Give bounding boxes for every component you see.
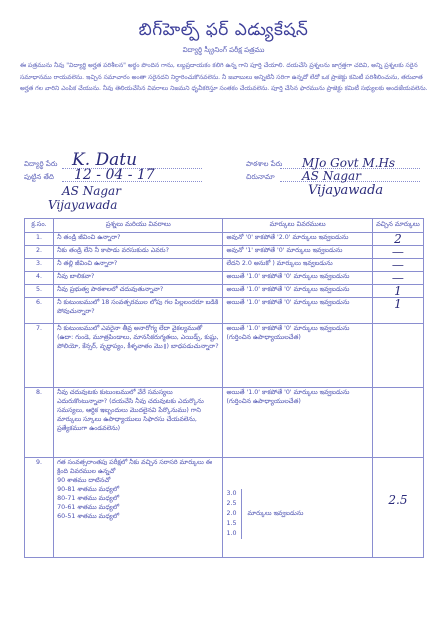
school-address-label: చిరునామా xyxy=(246,173,275,181)
dob-label: పుట్టిన తేది xyxy=(24,173,54,181)
score-value: 2.5 xyxy=(388,493,408,507)
table-header-row xyxy=(25,219,424,233)
table-row xyxy=(25,388,424,458)
student-name-label: విద్యార్థి పేరు xyxy=(24,160,58,168)
table-row xyxy=(25,285,424,298)
row-question xyxy=(54,458,223,558)
questions-table xyxy=(24,218,424,558)
row-score[interactable] xyxy=(372,324,423,388)
range-item: 70-61 శాతము మధ్యలో xyxy=(57,504,120,511)
row-no: 3. xyxy=(25,259,54,272)
row-question: నీ తండ్రి జీవించి ఉన్నారా? xyxy=(54,233,223,246)
student-name-value[interactable]: K. Datu xyxy=(72,150,138,170)
range-mark: 2.0 xyxy=(226,510,237,517)
row-no: 9. xyxy=(25,458,54,558)
intro-paragraph: ఈ పత్రమును నీవు "విద్యార్థి అర్హత పరిశీలన" అర్థం పొందిన గాను, లబ్దప్రదాయకం కలిగి ఉన్న గాని పూర్తి చేయాలి. దయచేసి ప్రశ్నలను జాగ్రత్తగా చదివి, అన్ని ప్రశ్నలకు సరైన సమాధానము రాయవలెను. ఇచ్చిన సమాచారం అంతా సరైనదని నిర్ధారించుకొనవలెను. నీ జవాబులు అన్నిటినీ సరిగా ఉన్నదో లేదో ఒక ప్రాజెక్టు కమిటీ పరిశీలించును, తరువాత అర్హత గల వారిని ఎంపిక చేయును. నీవు తెలియచేసిన వివరాలు నిజమని ధృవీకరిస్తూ సంతకం చేయవలెను. పూర్తి చేసిన ఫారమును ప్రాజెక్టు కమిటీ సభ్యులకు అందజేయవలెను. xyxy=(20,62,428,92)
row-score[interactable]: — xyxy=(372,246,423,259)
row-no: 6. xyxy=(25,298,54,324)
row-question: నీ కుటుంబములో 18 సంవత్సరముల లోపు గల పిల్లలందరూ బడికి పోవుచున్నారా? xyxy=(54,298,223,324)
row-no: 5. xyxy=(25,285,54,298)
table-row xyxy=(25,458,424,558)
row-score[interactable] xyxy=(372,458,423,558)
row-question: నీ తల్లి జీవించి ఉన్నారా? xyxy=(54,259,223,272)
row-no: 8. xyxy=(25,388,54,458)
school-address-line2[interactable]: Vijayawada xyxy=(308,183,384,198)
row-marks: అయితే '1.0' కాకపోతే '0' మార్కులు ఇవ్వబడును xyxy=(223,285,372,298)
range-mark: 1.5 xyxy=(226,520,237,527)
row-score[interactable]: — xyxy=(372,272,423,285)
range-item: 90 శాతము దాటినచో xyxy=(57,477,111,484)
row-score[interactable]: 1 xyxy=(372,285,423,298)
range-mark: 1.0 xyxy=(226,530,237,537)
row-score[interactable]: — xyxy=(372,259,423,272)
header-score: వచ్చిన మార్కులు xyxy=(372,219,423,233)
row-marks: అయితే '1.0' కాకపోతే '0' మార్కులు ఇవ్వబడును (గుర్తించిన ఉపాధ్యాయులచేత) xyxy=(223,388,372,458)
form-title: బిగ్‌హెల్ప్ ఫర్ ఎడ్యుకేషన్ xyxy=(138,20,309,40)
row-marks: అయితే '1.0' కాకపోతే '0' మార్కులు ఇవ్వబడును xyxy=(223,298,372,324)
row-question: నీకు తండ్రి లేని నీ కాపాడు వరసుకుడు ఎవరు? xyxy=(54,246,223,259)
row-no: 7. xyxy=(25,324,54,388)
school-name-label: పాఠశాల పేరు xyxy=(246,160,283,168)
range-marks-note: మార్కులు ఇవ్వబడును xyxy=(247,509,304,517)
address-line1[interactable]: AS Nagar xyxy=(62,184,121,198)
address-line2[interactable]: Vijayawada xyxy=(48,198,118,212)
row-marks: లేదని 2.0 అనుకో ) మార్కులు ఇవ్వబడును xyxy=(223,259,372,272)
row-marks: అయితే '1.0' కాకపోతే '0' మార్కులు ఇవ్వబడును xyxy=(223,272,372,285)
dob-value[interactable]: 12 - 04 - 17 xyxy=(74,167,155,183)
row-question: నీవు చదువుటకు కుటుంబములో వేరే సమస్యలు ఎదురుకొంటున్నావా? (దయచేసి నీవు చదువుటకు ఎదుర్కొను సమస్యలు, ఆర్థిక ఇబ్బందులు మొదలైనవి పేర్కొనుము) గాని మార్కులు స్కూలు ఉపాధ్యాయులు సిఫారసు చేయవలెను, ప్రత్యేకముగా ఉండవలెను) xyxy=(54,388,223,458)
table-row xyxy=(25,324,424,388)
range-item: 60-51 శాతము మధ్యలో xyxy=(57,513,120,520)
row-marks xyxy=(223,458,372,558)
header-serial: క్ర.సం. xyxy=(25,219,54,233)
table-row xyxy=(25,233,424,246)
row-no: 1. xyxy=(25,233,54,246)
range-mark: 2.5 xyxy=(226,500,237,507)
table-row xyxy=(25,246,424,259)
range-item: 80-71 శాతము మధ్యలో xyxy=(57,495,120,502)
row-score[interactable]: 1 xyxy=(372,298,423,324)
header-marks: మార్కులు వివరములు xyxy=(223,219,372,233)
row-score[interactable]: 2 xyxy=(372,233,423,246)
table-row xyxy=(25,272,424,285)
school-address-line1[interactable]: AS Nagar xyxy=(302,169,361,183)
row-score[interactable] xyxy=(372,388,423,458)
row-no: 4. xyxy=(25,272,54,285)
range-mark: 3.0 xyxy=(226,490,237,497)
school-name-value[interactable]: MJo Govt M.Hs xyxy=(302,156,396,170)
header-question: ప్రశ్నలు మరియు వివరాలు xyxy=(54,219,223,233)
row-no: 2. xyxy=(25,246,54,259)
row-marks: అయితే '1.0' కాకపోతే '0' మార్కులు ఇవ్వబడును (గుర్తించిన ఉపాధ్యాయులచేత) xyxy=(223,324,372,388)
form-subtitle: విద్యార్థి స్క్రీనింగ్ పరీక్ష పత్రము xyxy=(182,46,265,54)
row-question: నీవు ప్రభుత్వ పాఠశాలలో చదువుతున్నావా? xyxy=(54,285,223,298)
marks-question-title: గత సంవత్సరాంతపు పరీక్షలో నీకు వచ్చిన సరాసరి మార్కులు ఈ క్రింది వివరముల ఉన్నచో xyxy=(57,459,213,475)
row-question: నీ కుటుంబములో ఎవరైనా తీవ్ర అనారోగ్య లేదా వైకల్యముతో (ఉదా: గుండె, మూత్రపిండాలు, మానసికరుగ్మతలు, ఎయిడ్స్, కుష్టు, పోలియో, కేన్సర్, వృద్ధాప్యం, కీళ్ళవాతం మొ॥) బాధపడుచున్నారా? xyxy=(54,324,223,388)
range-item: 90-81 శాతము మధ్యలో xyxy=(57,486,120,493)
row-marks: అవునో '1' కాకపోతే '0' మార్కులు ఇవ్వబడును xyxy=(223,246,372,259)
row-question: నీవు బాలికవా? xyxy=(54,272,223,285)
table-row xyxy=(25,298,424,324)
row-marks: అవునో '0' కాకపోతే '2.0' మార్కులు ఇవ్వబడును xyxy=(223,233,372,246)
table-row xyxy=(25,259,424,272)
